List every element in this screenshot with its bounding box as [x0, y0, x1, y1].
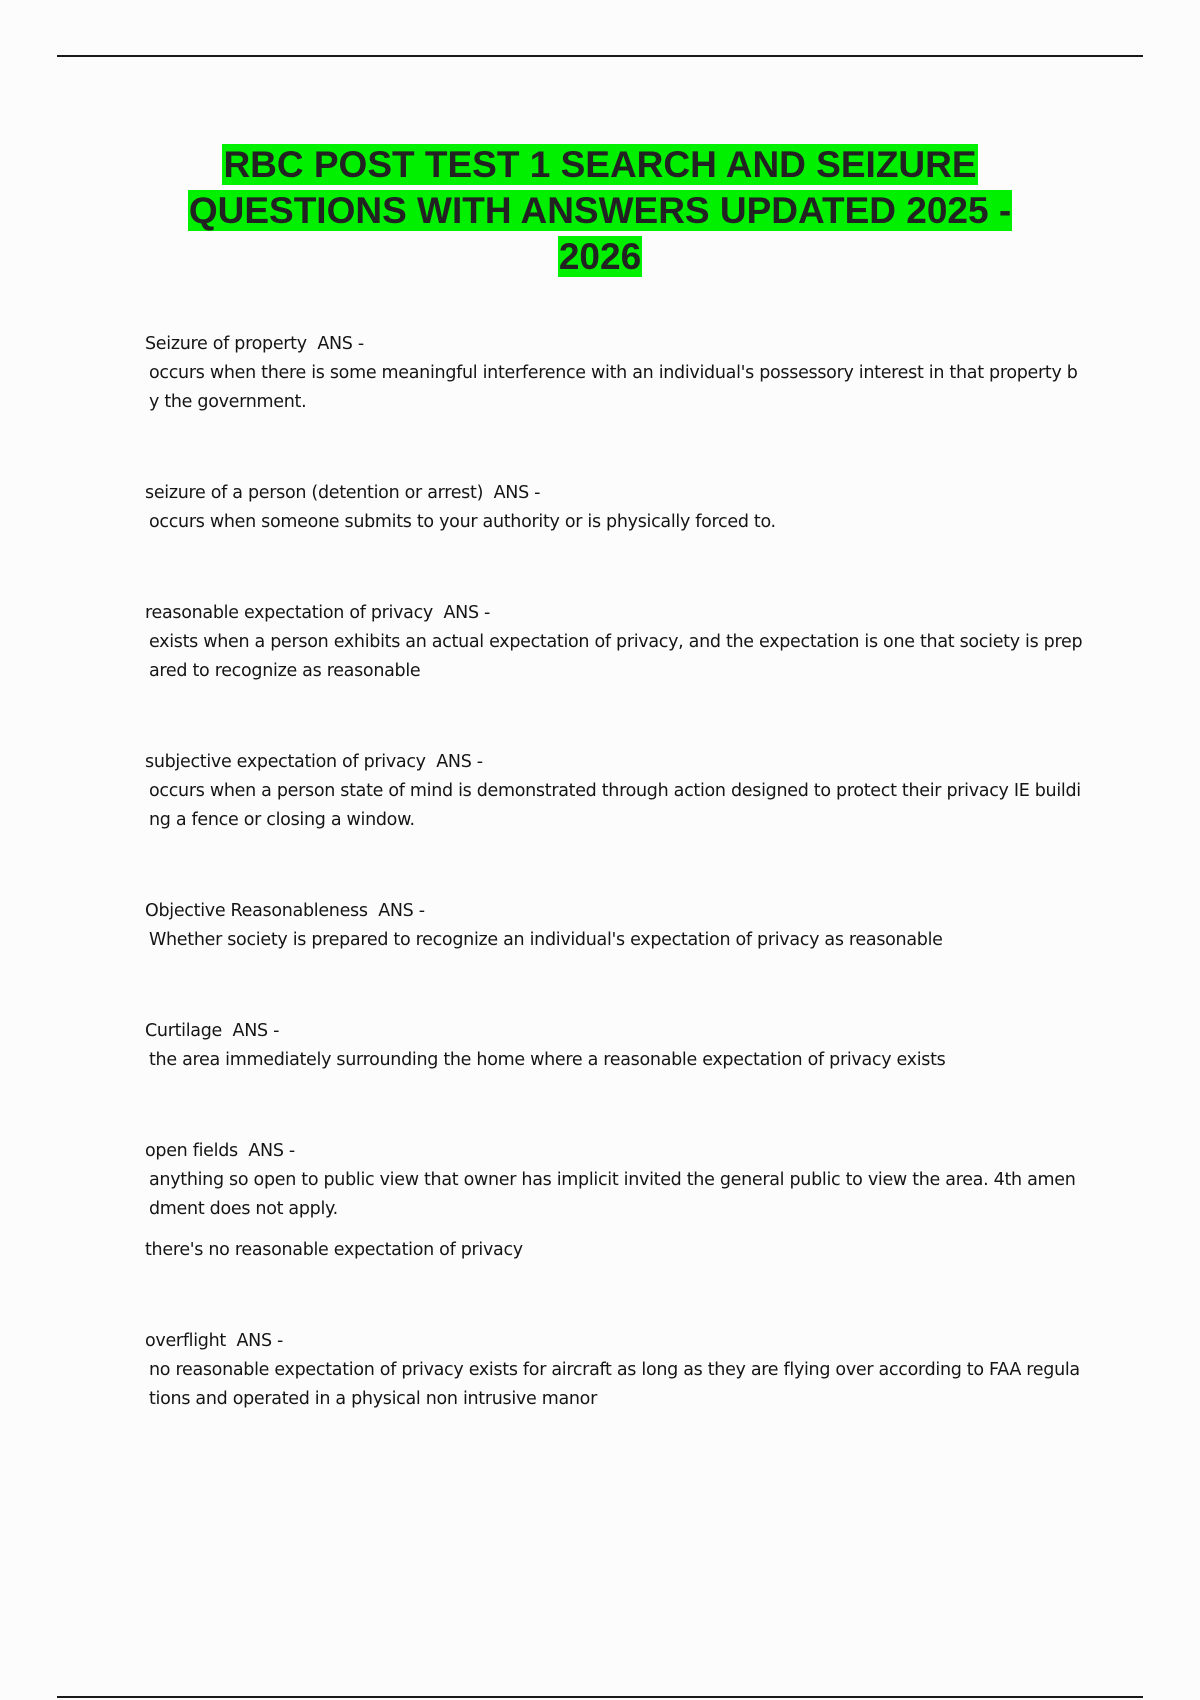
top-rule — [57, 55, 1143, 57]
ans-marker: ANS - — [436, 752, 483, 772]
ans-marker: ANS - — [493, 483, 541, 503]
qa-answer: exists when a person exhibits an actual expectation of privacy, and the expectation is one that society is prepared to recognize as reasonable — [149, 632, 1083, 681]
qa-answer: occurs when someone submits to your authority or is physically forced to. — [149, 512, 776, 532]
qa-item — [145, 599, 1085, 686]
ans-marker: ANS - — [443, 603, 491, 623]
ans-marker: ANS - — [236, 1331, 284, 1351]
title-line: RBC POST TEST 1 SEARCH AND SEIZURE — [223, 144, 977, 185]
qa-term: Curtilage ANS - — [145, 1021, 280, 1041]
qa-term: overflight ANS - — [145, 1331, 284, 1351]
bottom-rule — [57, 1696, 1143, 1698]
qa-term: Objective Reasonableness ANS - — [145, 901, 425, 921]
qa-answer: no reasonable expectation of privacy exists for aircraft as long as they are flying over according to FAA regulations and operated in a physical non intrusive manor — [149, 1360, 1080, 1409]
ans-marker: ANS - — [232, 1021, 280, 1041]
qa-item — [145, 1017, 1085, 1075]
qa-answer: occurs when a person state of mind is demonstrated through action designed to protect their privacy IE building a fence or closing a window. — [149, 781, 1081, 830]
qa-item — [145, 330, 1085, 417]
qa-term: reasonable expectation of privacy ANS - — [145, 603, 491, 623]
qa-item — [145, 1137, 1085, 1265]
ans-marker: ANS - — [378, 901, 425, 921]
document-title — [120, 142, 1080, 280]
qa-item — [145, 1327, 1085, 1414]
qa-extra-note: there's no reasonable expectation of privacy — [145, 1240, 523, 1260]
qa-term: seizure of a person (detention or arrest) ANS - — [145, 483, 541, 503]
ans-marker: ANS - — [248, 1141, 295, 1161]
qa-item — [145, 748, 1085, 835]
qa-list — [145, 330, 1085, 1476]
qa-term: open fields ANS - — [145, 1141, 295, 1161]
qa-answer: Whether society is prepared to recognize an individual's expectation of privacy as reasonable — [149, 930, 943, 950]
qa-answer: the area immediately surrounding the home where a reasonable expectation of privacy exists — [149, 1050, 946, 1070]
qa-term: subjective expectation of privacy ANS - — [145, 752, 483, 772]
title-line: 2026 — [558, 236, 642, 277]
ans-marker: ANS - — [317, 334, 364, 354]
title-line: QUESTIONS WITH ANSWERS UPDATED 2025 - — [188, 190, 1012, 231]
qa-answer: anything so open to public view that owner has implicit invited the general public to view the area. 4th amendment does not apply. — [149, 1170, 1076, 1219]
qa-item — [145, 479, 1085, 537]
qa-term: Seizure of property ANS - — [145, 334, 364, 354]
qa-item — [145, 897, 1085, 955]
qa-answer: occurs when there is some meaningful interference with an individual's possessory interest in that property by the government. — [149, 363, 1078, 412]
